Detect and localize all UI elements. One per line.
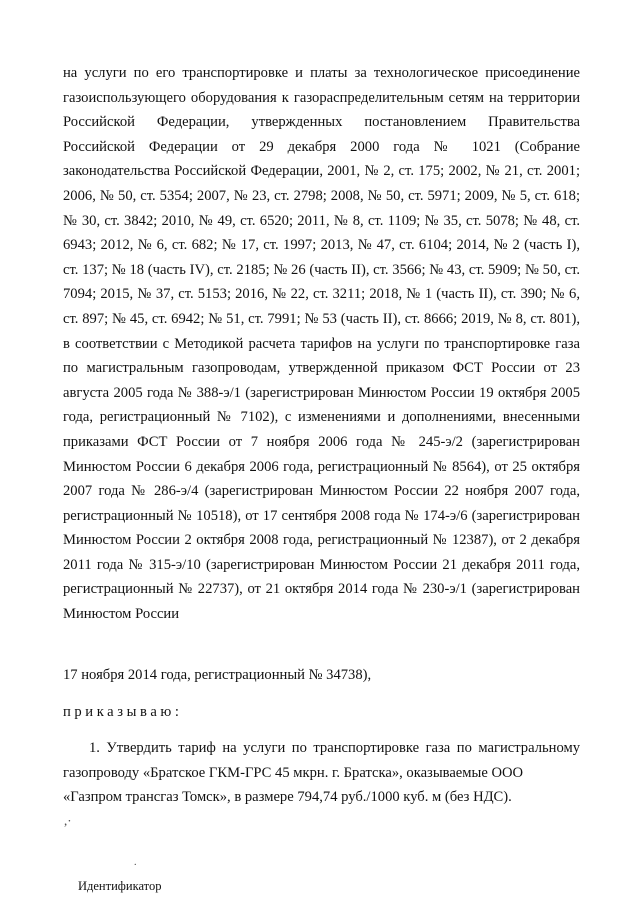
legal-basis-last-line: 17 ноября 2014 года, регистрационный № 34738),: [63, 667, 372, 683]
order-word: приказываю:: [63, 704, 183, 720]
footer-identifier-label: Идентификатор: [78, 879, 162, 893]
legal-basis-paragraph: на услуги по его транспортировке и платы за технологическое присоединение газоиспользующего оборудования к газораспределительным сетям на территории Российской Федерации, утвержденных постановлением Правительства Российской Федерации от 29 декабря 2000 года № 1021 (Собрание законодательства Российской Федерации, 2001, № 2, ст. 175; 2002, № 21, ст. 2001; 2006, № 50, ст. 5354; 2007, № 23, ст. 2798; 2008, № 50, ст. 5971; 2009, № 5, ст. 618; № 30, ст. 3842; 2010, № 49, ст. 6520; 2011, № 8, ст. 1109; № 35, ст. 5078; № 48, ст. 6943; 2012, № 6, ст. 682; № 17, ст. 1997; 2013, № 47, ст. 6104; 2014, № 2 (часть I), ст. 137; № 18 (часть IV), ст. 2185; № 26 (часть II), ст. 3566; № 43, ст. 5909; № 50, ст. 7094; 2015, № 37, ст. 5153; 2016, № 22, ст. 3211; 2018, № 1 (часть II), ст. 390; № 6, ст. 897; № 45, ст. 6942; № 51, ст. 7991; № 53 (часть II), ст. 8666; 2019, № 8, ст. 801), в соответствии с Методикой расчета тарифов на услуги по транспортировке газа по магистральным газопроводам, утвержденной приказом ФСТ России от 23 августа 2005 года № 388-э/1 (зарегистрирован Минюстом России 19 октября 2005 года, регистрационный № 7102), с изменениями и дополнениями, внесенными приказами ФСТ России от 7 ноября 2006 года № 245-э/2 (зарегистрирован Минюстом России 6 декабря 2006 года, регистрационный № 8564), от 25 октября 2007 года № 286-э/4 (зарегистрирован Минюстом России 22 ноября 2007 года, регистрационный № 10518), от 17 сентября 2008 года № 174-э/6 (зарегистрирован Минюстом России 2 октября 2008 года, регистрационный № 12387), от 2 декабря 2011 года № 315-э/10 (зарегистрирован Минюстом России 21 декабря 2011 года, регистрационный № 22737), от 21 октября 2014 года № 230-э/1 (зарегистрирован Минюстом России: [63, 65, 580, 623]
dot-mark: .: [134, 857, 137, 868]
order-item-1: 1. Утвердить тариф на услуги по транспортировке газа по магистральному газопроводу «Братское ГКМ-ГРС 45 мкрн. г. Братска», оказываемые ООО: [63, 740, 580, 781]
pen-mark: ,·: [64, 813, 72, 828]
order-item-1-last-line: «Газпром трансгаз Томск», в размере 794,74 руб./1000 куб. м (без НДС).: [63, 789, 512, 805]
